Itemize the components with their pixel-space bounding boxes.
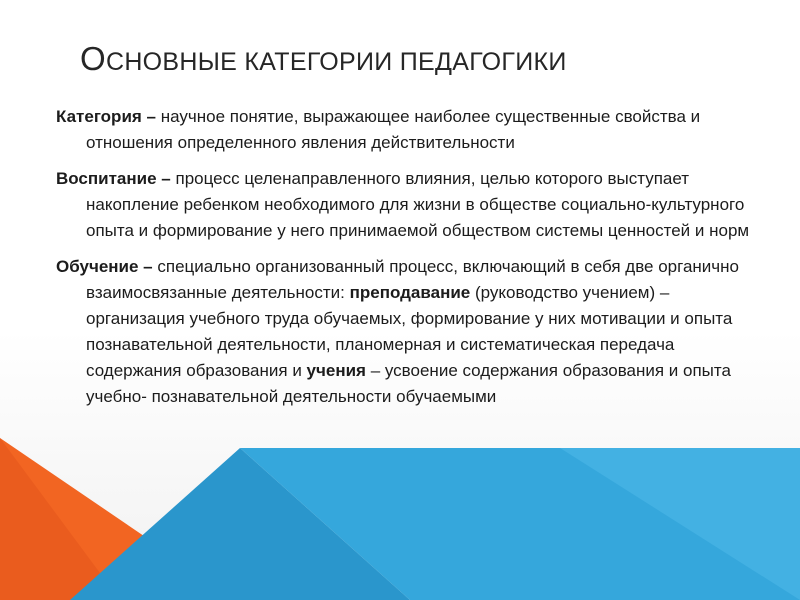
dash: –: [141, 107, 161, 126]
term-category: Категория: [56, 107, 142, 126]
studying-text: – усвоение содержания образования и опыта учебно- познавательной деятельности обучаемыми: [86, 361, 731, 406]
definition-text: научное понятие, выражающее наиболее существенные свойства и отношения определенного явления действительности: [86, 107, 701, 152]
definitions-list: [56, 104, 756, 420]
term-studying: учения: [306, 361, 366, 380]
dash: –: [138, 257, 158, 276]
definition-category: [56, 104, 756, 156]
definition-upbringing: [56, 166, 756, 244]
dash: –: [156, 169, 176, 188]
term-upbringing: Воспитание: [56, 169, 157, 188]
title-rest: СНОВНЫЕ КАТЕГОРИИ ПЕДАГОГИКИ: [105, 48, 567, 76]
term-learning: Обучение: [56, 257, 139, 276]
term-teaching: преподавание: [349, 283, 471, 302]
definition-text: специально организованный процесс, включающий в себя две органично взаимосвязанные деятельности:: [86, 257, 739, 302]
slide-title: [80, 40, 567, 78]
teaching-text: (руководство учением) – организация учебного труда обучаемых, формирование у них мотивации и опыта познавательной деятельности, планомерная и систематическая передача содержания образования и: [86, 283, 733, 380]
title-first-letter: О: [80, 40, 106, 77]
definition-text: процесс целенаправленного влияния, целью которого выступает накопление ребенком необходимого для жизни в обществе социально-культурного опыта и формирование у него принимаемой обществом системы ценностей и норм: [86, 169, 750, 240]
definition-learning: [56, 254, 756, 410]
